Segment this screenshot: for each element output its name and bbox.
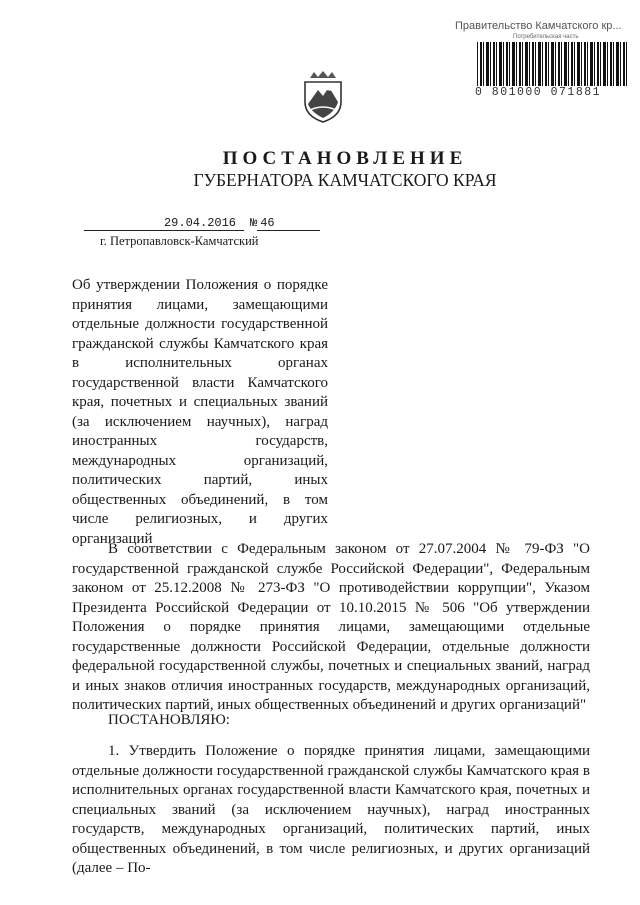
document-title: ПОСТАНОВЛЕНИЕ: [222, 148, 468, 169]
document-subtitle: ГУБЕРНАТОРА КАМЧАТСКОГО КРАЯ: [193, 170, 497, 190]
point-1-paragraph: 1. Утвердить Положение о порядке принятия лицами, замещающими отдельные должности государственной гражданской службы Камчатского края в исполнительных органах государственной власти Камчатского края, почетных и специальных званий (за исключением научных), наград иностранных государств, международных организаций, политических партий, иных общественных объединений, в том числе религиозных, и других организаций (далее – По-: [72, 743, 590, 876]
resolve-heading: ПОСТАНОВЛЯЮ:: [108, 712, 230, 728]
document-subject: Об утверждении Положения о порядке принятия лицами, замещающими отдельные должности государственной гражданской службы Камчатского края в исполнительных органах государственной власти Камчатского края, почетных и специальных званий (за исключением научных), наград иностранных государств, международных организаций, политических партий, иных общественных объединений, в том числе религиозных, и других организаций: [72, 277, 328, 547]
stamp-note: Потребительская часть: [513, 34, 579, 40]
stamp-organization: Правительство Камчатского кр...: [455, 20, 622, 32]
barcode-number: 0 801000 071881: [475, 86, 602, 99]
document-date: 29.04.2016: [84, 216, 244, 231]
document-number: 46: [257, 216, 320, 231]
preamble-paragraph: В соответствии с Федеральным законом от 27.07.2004 № 79-ФЗ "О государственной гражданской службе Российской Федерации", Федеральным законом от 25.12.2008 № 273-ФЗ "О противодействии коррупции", Указом Президента Российской Федерации от 10.10.2015 № 506 "Об утверждении Положения о порядке принятия лицами, замещающими отдельные государственные должности Российской Федерации, отдельные должности федеральной государственной службы, почетных и специальных званий, наград и иных знаков отличия иностранных государств, международных организаций, политических партий, иных общественных объединений и других организаций": [72, 541, 590, 713]
registration-stamp: [455, 20, 631, 99]
number-label: №: [250, 216, 258, 230]
city: г. Петропавловск-Камчатский: [100, 234, 259, 248]
date-number-line: [84, 216, 320, 231]
coat-of-arms-icon: [300, 68, 346, 124]
barcode: [477, 42, 627, 86]
